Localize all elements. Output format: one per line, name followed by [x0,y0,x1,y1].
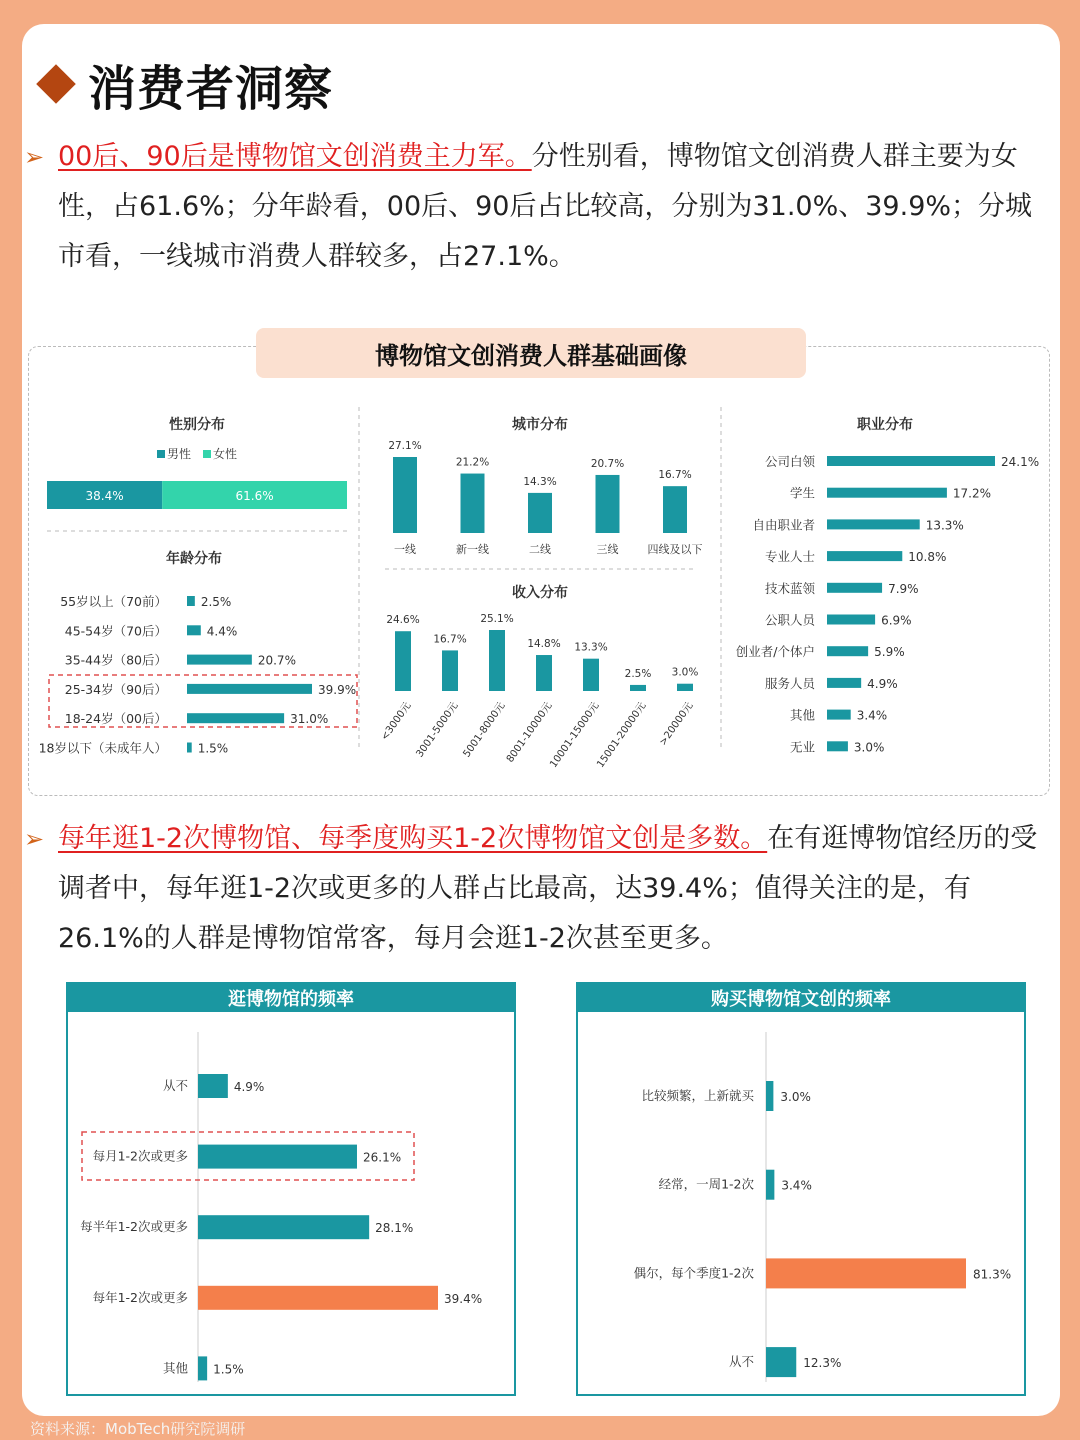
age-category-label: 55岁以上（70前） [60,594,167,609]
income-category-label: 3001-5000元 [414,700,461,760]
occupation-value-label: 13.3% [925,518,964,533]
income-bar [395,631,411,691]
city-category-label: 新一线 [456,543,489,556]
income-category-label: 10001-15000元 [548,700,602,770]
city-category-label: 二线 [529,543,551,556]
age-bar [187,625,201,635]
city-category-label: 三线 [596,543,619,556]
title-row [30,52,333,116]
age-bar [187,596,195,606]
city-value-label: 27.1% [388,440,422,452]
city-bar [393,457,417,533]
visit-frequency-box [66,982,516,1396]
age-category-label: 25-34岁（90后） [64,681,167,697]
city-bar [461,474,485,533]
city-value-label: 16.7% [658,469,692,482]
paragraph-2-highlight: 每年逛1-2次博物馆、每季度购买1-2次博物馆文创是多数。 [58,823,768,854]
occupation-bar [827,646,868,656]
purchase-frequency-box [576,982,1026,1396]
purchase-frequency-title: 购买博物馆文创的频率 [578,984,1024,1012]
panel-title: 博物馆文创消费人群基础画像 [256,328,806,378]
purchase-category-label: 从不 [728,1354,754,1370]
occupation-value-label: 17.2% [952,486,992,501]
occupation-category-label: 服务人员 [764,675,815,691]
visit-bar [198,1286,438,1310]
occupation-chart-title: 职业分布 [857,417,913,433]
occupation-bar [827,519,920,529]
gender-chart-title: 性别分布 [169,417,225,433]
age-chart-title: 年龄分布 [166,551,222,567]
income-category-label: >20000元 [657,700,696,748]
arrow-bullet-icon: ➢ [24,825,45,853]
age-value-label: 31.0% [290,712,329,727]
occupation-category-label: 其他 [789,707,815,723]
gender-label-male: 38.4% [85,489,124,503]
purchase-category-label: 比较频繁，上新就买 [641,1088,754,1103]
visit-value-label: 4.9% [233,1080,265,1094]
purchase-bar [766,1347,796,1377]
income-value-label: 14.8% [527,638,561,651]
purchase-value-label: 3.0% [780,1090,811,1104]
income-bar [677,684,693,691]
income-value-label: 3.0% [671,666,699,679]
age-value-label: 20.7% [257,653,296,668]
purchase-value-label: 81.3% [973,1267,1012,1282]
purchase-value-label: 12.3% [803,1356,842,1371]
paragraph-2 [24,814,1048,964]
occupation-category-label: 技术蓝领 [764,580,815,596]
portrait-panel [28,346,1050,796]
city-chart-title: 城市分布 [512,417,568,433]
paragraph-1-text: 分性别看，博物馆文创消费人群主要为女性，占61.6%；分年龄看，00后、90后占比较高，分别为31.0%、39.9%；分城市看，一线城市消费人群较多，占27.1%。 [58,141,1033,272]
age-bar [187,743,192,753]
income-bar [536,655,552,691]
age-bar [187,713,284,723]
occupation-category-label: 无业 [789,739,815,755]
occupation-value-label: 4.9% [867,676,898,691]
occupation-value-label: 5.9% [874,645,905,660]
visit-category-label: 每月1-2次或更多 [92,1148,188,1164]
city-bar [596,475,620,533]
age-category-label: 18-24岁（00后） [64,711,167,727]
visit-category-label: 从不 [162,1078,188,1093]
occupation-value-label: 7.9% [888,581,919,596]
paragraph-2-text: 在有逛博物馆经历的受调者中，每年逛1-2次或更多的人群占比最高，达39.4%；值得关注的是，有26.1%的人群是博物馆常客，每月会逛1-2次甚至更多。 [58,823,1038,954]
income-value-label: 16.7% [433,633,467,646]
portrait-charts [29,347,1049,795]
occupation-bar [827,678,861,688]
gender-label-female: 61.6% [235,489,274,503]
visit-value-label: 28.1% [375,1221,414,1236]
page-title: 消费者洞察 [88,60,334,117]
occupation-bar [827,583,882,593]
occupation-value-label: 3.0% [853,740,885,755]
age-value-label: 2.5% [200,595,232,609]
occupation-value-label: 3.4% [856,708,888,723]
occupation-category-label: 学生 [789,485,815,501]
income-value-label: 2.5% [624,667,652,680]
visit-bar [198,1356,207,1380]
visit-value-label: 1.5% [213,1362,244,1377]
paragraph-1 [24,132,1048,282]
age-value-label: 39.9% [318,682,357,697]
visit-category-label: 每半年1-2次或更多 [80,1219,188,1235]
income-value-label: 13.3% [574,641,608,654]
income-category-label: 5001-8000元 [461,700,508,760]
visit-bar [198,1145,357,1169]
age-category-label: 18岁以下（未成年人） [38,740,167,756]
income-category-label: <3000元 [379,700,414,743]
purchase-frequency-chart [578,1012,1024,1392]
income-category-label: 8001-10000元 [504,700,555,765]
visit-bar [198,1215,369,1239]
occupation-bar [827,456,995,466]
income-bar [489,630,505,691]
legend-label-female: 女性 [213,447,238,461]
arrow-bullet-icon: ➢ [24,143,45,171]
purchase-category-label: 偶尔，每个季度1-2次 [633,1265,754,1281]
occupation-category-label: 自由职业者 [752,517,815,533]
age-category-label: 35-44岁（80后） [64,652,167,668]
income-bar [583,659,599,691]
occupation-bar [827,488,947,498]
income-category-label: 15001-20000元 [595,700,649,770]
visit-category-label: 每年1-2次或更多 [92,1289,188,1305]
occupation-category-label: 公职人员 [764,612,815,628]
visit-value-label: 26.1% [362,1150,402,1165]
city-value-label: 14.3% [523,475,557,488]
city-value-label: 21.2% [455,456,490,469]
city-category-label: 一线 [394,543,416,556]
source-note: 资料来源：MobTech研究院调研 [30,1420,246,1438]
age-value-label: 1.5% [197,741,229,756]
income-bar [442,650,458,691]
income-bar [630,685,646,691]
occupation-bar [827,741,848,751]
purchase-value-label: 3.4% [781,1178,812,1193]
occupation-category-label: 公司白领 [764,454,815,469]
paragraph-1-highlight: 00后、90后是博物馆文创消费主力军。 [58,141,532,172]
occupation-bar [827,710,851,720]
city-bar [663,486,687,533]
occupation-category-label: 专业人士 [764,549,815,565]
purchase-bar [766,1170,774,1200]
occupation-value-label: 10.8% [908,550,947,565]
occupation-value-label: 24.1% [1001,455,1040,469]
city-bar [528,493,552,533]
occupation-bar [827,551,902,561]
city-category-label: 四线及以下 [647,543,703,556]
income-chart-title: 收入分布 [512,585,568,601]
occupation-value-label: 6.9% [881,613,912,628]
purchase-bar [766,1258,966,1288]
age-value-label: 4.4% [206,624,238,639]
age-category-label: 45-54岁（70后） [64,623,167,639]
visit-frequency-title: 逛博物馆的频率 [68,984,514,1012]
age-bar [187,655,252,665]
visit-value-label: 39.4% [444,1291,483,1306]
purchase-bar [766,1081,773,1111]
purchase-category-label: 经常，一周1-2次 [658,1176,754,1192]
visit-frequency-chart [68,1012,514,1392]
occupation-category-label: 创业者/个体户 [735,644,815,660]
age-bar [187,684,312,694]
income-value-label: 25.1% [480,613,514,625]
visit-bar [198,1074,228,1098]
legend-swatch-male [157,450,165,458]
occupation-bar [827,615,875,625]
legend-label-male: 男性 [167,447,192,461]
diamond-icon [36,64,76,104]
legend-swatch-female [203,450,211,458]
visit-category-label: 其他 [162,1360,188,1376]
city-value-label: 20.7% [590,457,625,470]
income-value-label: 24.6% [386,614,420,627]
content-card [22,24,1060,1416]
